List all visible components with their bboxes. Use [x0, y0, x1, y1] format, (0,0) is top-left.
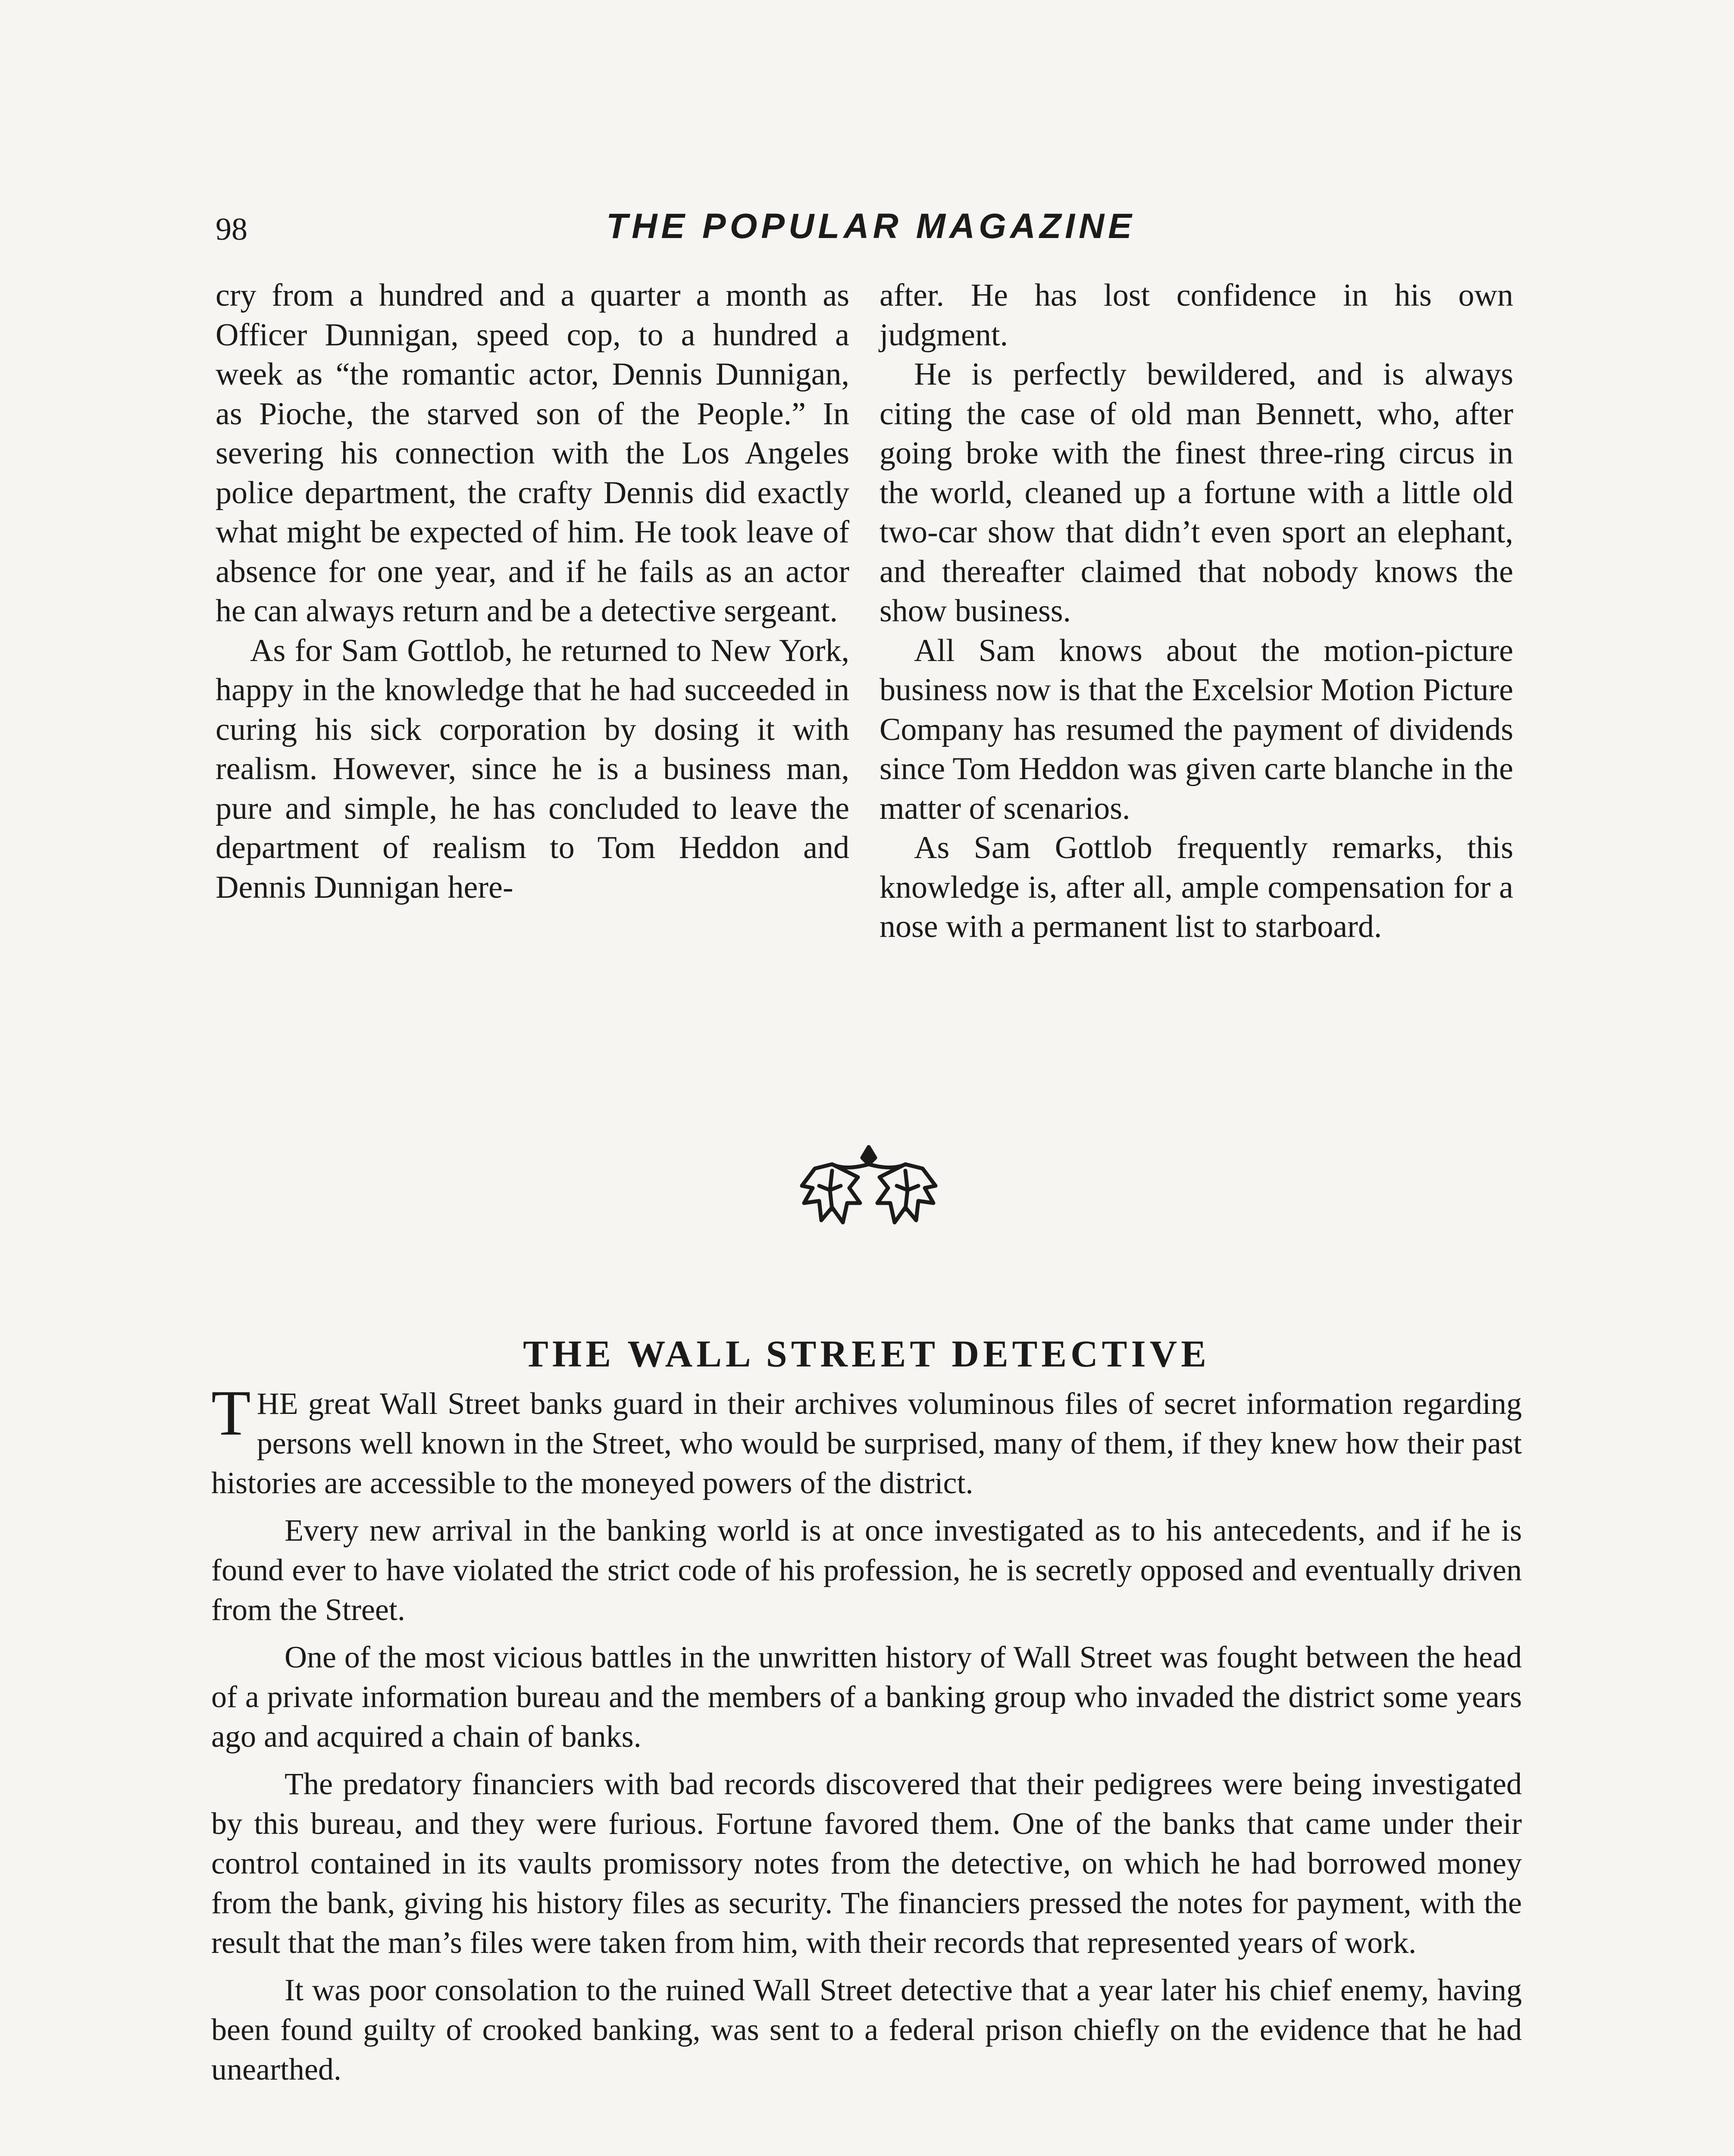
- story-columns: [216, 276, 1526, 1078]
- paragraph: Every new arrival in the banking world is at once investigated as to his antecedents, and if he is found ever to have violated the strict code of his profession, he is secretly opposed and eventually driven from the Street.: [211, 1513, 1522, 1627]
- paragraph: cry from a hundred and a quarter a month as Officer Dunnigan, speed cop, to a hundred a week as “the romantic actor, Dennis Dunnigan, as Pioche, the starved son of the People.” In severing his connection with the Los Angeles police department, the crafty Dennis did exactly what might be expected of him. He took leave of absence for one year, and if he fails as an actor he can always return and be a detective sergeant.: [216, 278, 849, 629]
- paragraph: It was poor consolation to the ruined Wall Street detective that a year later his chief enemy, having been found guilty of crooked banking, was sent to a federal prison chiefly on the evidence that he had unearthed.: [211, 1973, 1522, 2087]
- paragraph: after. He has lost confidence in his own judgment.: [880, 278, 1513, 353]
- left-column: [216, 276, 849, 907]
- paragraph: One of the most vicious battles in the unwritten history of Wall Street was fought between the head of a private information bureau and the members of a banking group who invaded the district some years ago and acquired a chain of banks.: [211, 1640, 1522, 1754]
- page-number: 98: [216, 212, 247, 247]
- paragraph: As Sam Gottlob frequently remarks, this knowledge is, after all, ample compensation for a nose with a permanent list to starboard.: [880, 830, 1513, 944]
- first-paragraph-text: HE great Wall Street banks guard in their archives voluminous files of secret information regarding persons well known in the Street, who would be surprised, many of them, if they knew how their past histories are accessible to the moneyed powers of the district.: [211, 1386, 1522, 1500]
- paragraph: As for Sam Gottlob, he returned to New York, happy in the knowledge that he had succeeded in curing his sick corporation by dosing it with realism. However, since he is a business man, pure and simple, he has concluded to leave the department of realism to Tom Heddon and Dennis Dunnigan here-: [216, 633, 849, 905]
- leaf-ornament-icon: [789, 1138, 948, 1242]
- paragraph: The predatory financiers with bad records discovered that their pedigrees were being investigated by this bureau, and they were furious. Fortune favored them. One of the banks that came under their control contained in its vaults promissory notes from the detective, on which he had borrowed money from the bank, giving his history files as security. The financiers pressed the notes for payment, with the result that the man’s files were taken from him, with their records that represented years of work.: [211, 1767, 1522, 1960]
- running-head: [216, 206, 1526, 254]
- paragraph: All Sam knows about the motion-picture business now is that the Excelsior Motion Picture Company has resumed the payment of dividends since Tom Heddon was given carte blanche in the matter of scenarios.: [880, 633, 1513, 826]
- article-title: THE WALL STREET DETECTIVE: [523, 1333, 1210, 1375]
- paragraph: He is perfectly bewildered, and is always citing the case of old man Bennett, who, after going broke with the finest three-ring circus in the world, cleaned up a fortune with a little old two-car show that didn’t even sport an elephant, and thereafter claimed that nobody knows the show business.: [880, 357, 1513, 629]
- magazine-title: THE POPULAR MAGAZINE: [606, 207, 1136, 246]
- right-column: [880, 276, 1513, 947]
- drop-cap: T: [211, 1377, 251, 1449]
- first-paragraph: [211, 1377, 1522, 1503]
- article: [211, 1332, 1522, 2097]
